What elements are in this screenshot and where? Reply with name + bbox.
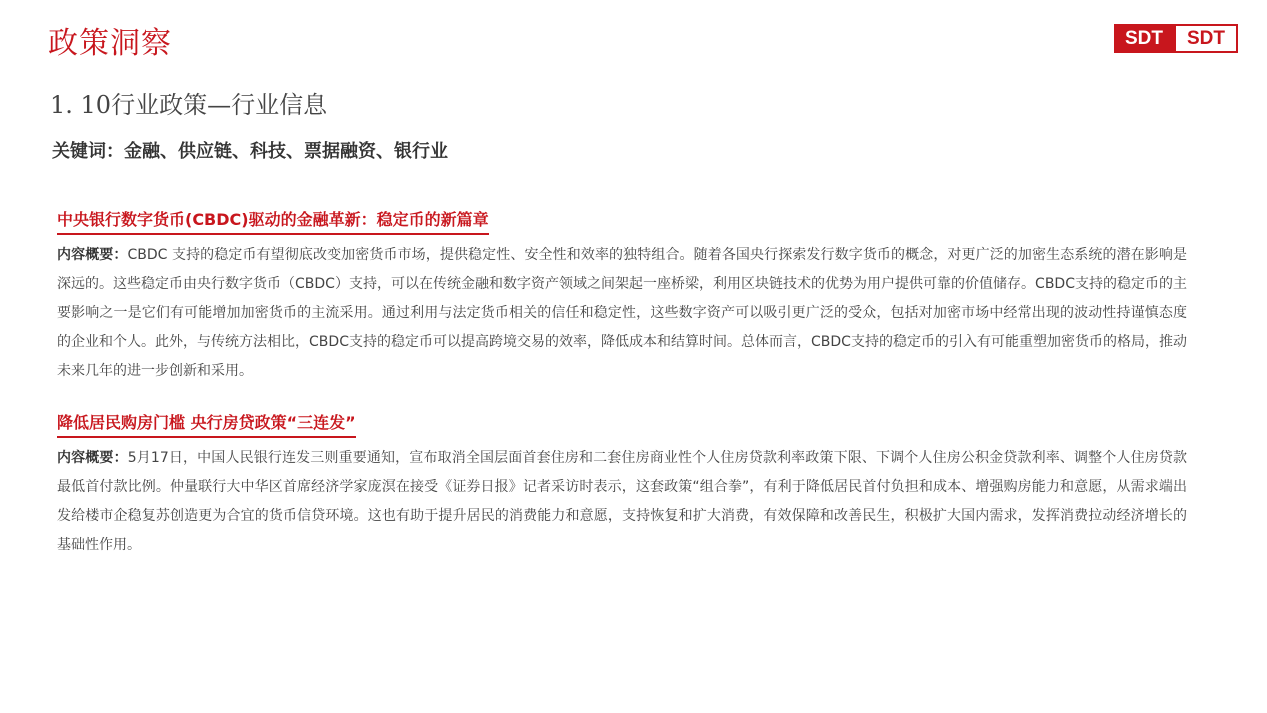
page-subtitle: 1. 10行业政策—行业信息 <box>50 91 328 119</box>
summary-text: CBDC 支持的稳定币有望彻底改变加密货币市场，提供稳定性、安全性和效率的独特组合。随着各国央行探索发行数字货币的概念，对更广泛的加密生态系统的潜在影响是深远的。这些稳定币由央行数字货币（CBDC）支持，可以在传统金融和数字资产领域之间架起一座桥梁，利用区块链技术的优势为用户提供可靠的价值储存。CBDC支持的稳定币的主要影响之一是它们有可能增加加密货币的主流采用。通过利用与法定货币相关的信任和稳定性，这些数字资产可以吸引更广泛的受众，包括对加密市场中经常出现的波动性持谨慎态度的企业和个人。此外，与传统方法相比，CBDC支持的稳定币可以提高跨境交易的效率，降低成本和结算时间。总体而言，CBDC支持的稳定币的引入有可能重塑加密货币的格局，推动未来几年的进一步创新和采用。 <box>57 247 1187 379</box>
section-title: 政策洞察 <box>48 26 172 61</box>
sdt-logo <box>1114 24 1238 53</box>
article-cbdc <box>57 208 1187 386</box>
summary-label: 内容概要： <box>57 450 128 466</box>
article-body <box>57 241 1187 386</box>
article-body <box>57 444 1187 560</box>
article-title: 中央银行数字货币(CBDC)驱动的金融革新：稳定币的新篇章 <box>57 208 489 235</box>
article-title: 降低居民购房门槛 央行房贷政策“三连发” <box>57 411 356 438</box>
keywords-line: 关键词：金融、供应链、科技、票据融资、银行业 <box>52 141 448 162</box>
logo-right-block: SDT <box>1174 24 1238 53</box>
summary-text: 5月17日，中国人民银行连发三则重要通知，宣布取消全国层面首套住房和二套住房商业性个人住房贷款利率政策下限、下调个人住房公积金贷款利率、调整个人住房贷款最低首付款比例。仲量联行大中华区首席经济学家庞溟在接受《证券日报》记者采访时表示，这套政策“组合拳”，有利于降低居民首付负担和成本、增强购房能力和意愿，从需求端出发给楼市企稳复苏创造更为合宜的货币信贷环境。这也有助于提升居民的消费能力和意愿，支持恢复和扩大消费，有效保障和改善民生，积极扩大国内需求，发挥消费拉动经济增长的基础性作用。 <box>57 450 1188 553</box>
article-housing-policy <box>57 411 1187 560</box>
summary-label: 内容概要： <box>57 247 128 263</box>
logo-left-block: SDT <box>1114 24 1174 53</box>
